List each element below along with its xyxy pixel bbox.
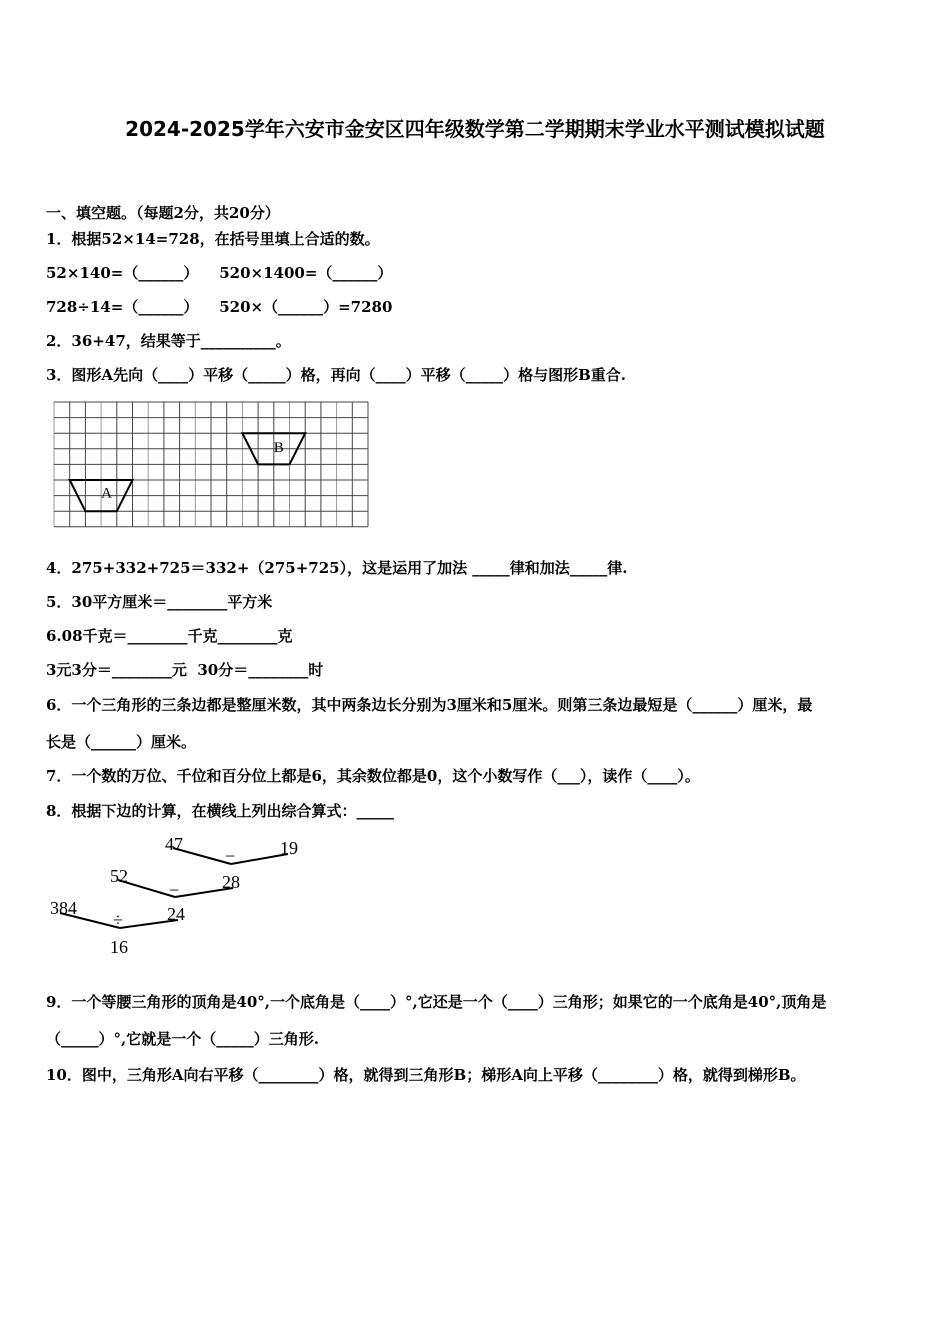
- question-6-cont: 长是（______）厘米。: [46, 733, 197, 751]
- calc-number: 16: [110, 937, 128, 957]
- question-2: 2．36+47，结果等于__________。: [46, 332, 291, 350]
- question-1: 1．根据52×14=728，在括号里填上合适的数。: [46, 230, 380, 248]
- question-5-line-b: 6.08千克＝________千克________克: [46, 627, 293, 645]
- calc-operator: ÷: [113, 910, 123, 930]
- question-1-line-a: 52×140=（______） 520×1400=（______）: [46, 264, 393, 282]
- question-6: 6．一个三角形的三条边都是整厘米数，其中两条边长分别为3厘米和5厘米。则第三条边最短是（______）厘米，最: [46, 696, 813, 714]
- question-7: 7．一个数的万位、千位和百分位上都是6，其余数位都是0，这个小数写作（___），读作（____）。: [46, 767, 700, 785]
- calc-tree-figure: [0, 820, 320, 970]
- label-b: B: [273, 439, 284, 456]
- question-9: 9．一个等腰三角形的顶角是40°,一个底角是（____）°,它还是一个（____）三角形；如果它的一个底角是40°,顶角是: [46, 993, 827, 1011]
- calc-number: 28: [222, 872, 240, 892]
- calc-number: 47: [165, 834, 183, 854]
- calc-number: 19: [280, 838, 298, 858]
- question-4: 4．275+332+725＝332+（275+725），这是运用了加法 _____律和加法_____律.: [46, 559, 628, 577]
- label-a: A: [101, 485, 112, 502]
- calc-operator: −: [169, 880, 180, 900]
- section-heading: 一、填空题。（每题2分，共20分）: [46, 204, 280, 222]
- calc-number: 24: [167, 904, 185, 924]
- question-5-line-c: 3元3分＝________元 30分＝________时: [46, 661, 324, 679]
- calc-operator: −: [225, 846, 236, 866]
- question-9-cont: （_____）°,它就是一个（_____）三角形.: [46, 1030, 319, 1048]
- calc-number: 384: [50, 898, 77, 918]
- question-8: 8．根据下边的计算，在横线上列出综合算式：_____: [46, 802, 394, 820]
- question-10: 10．图中，三角形A向右平移（________）格，就得到三角形B；梯形A向上平移（________）格，就得到梯形B。: [46, 1066, 806, 1084]
- calc-number: 52: [110, 866, 128, 886]
- page-title: 2024-2025学年六安市金安区四年级数学第二学期期末学业水平测试模拟试题: [125, 117, 825, 141]
- question-3: 3．图形A先向（____）平移（_____）格，再向（____）平移（_____）格与图形B重合.: [46, 366, 626, 384]
- translation-grid-figure: [0, 0, 950, 560]
- question-1-line-b: 728÷14=（______） 520×（______）=7280: [46, 298, 393, 316]
- question-5: 5．30平方厘米＝________平方米: [46, 593, 273, 611]
